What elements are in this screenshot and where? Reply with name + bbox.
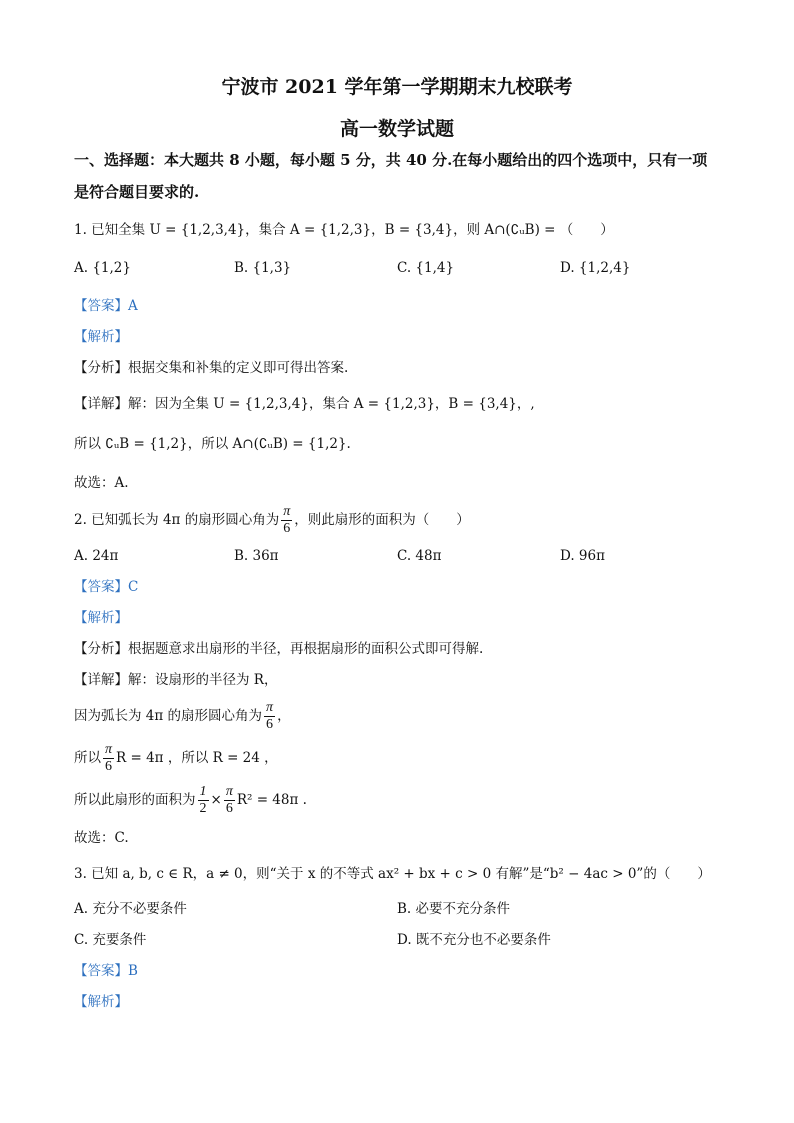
q2-detail-2-text: 因为弧长为 4π 的扇形圆心角为	[74, 708, 263, 724]
q2-answer	[74, 577, 138, 597]
exam-subtitle: 高一数学试题	[339, 118, 454, 140]
q2-choose: 故选：C.	[74, 830, 129, 846]
exam-title: 宁波市 2021 学年第一学期期末九校联考	[221, 76, 573, 98]
q1-option-c: C. {1,4}	[397, 260, 455, 276]
q2-stem	[74, 502, 470, 538]
frac-num: π	[225, 784, 233, 799]
q2-detail-3-fraction	[103, 742, 114, 775]
q1-answer-text: 【答案】A	[74, 298, 138, 314]
frac-den: 2	[199, 801, 207, 816]
q2-detail-2-fraction	[264, 700, 275, 733]
q2-detail-4-times: ×	[210, 792, 222, 808]
q1-detail-1: 【详解】解：因为全集 U = {1,2,3,4}，集合 A = {1,2,3}，B = {3,4}，,	[74, 396, 535, 412]
q3-answer-text: 【答案】B	[74, 963, 138, 979]
q1-choose: 故选：A.	[74, 475, 129, 491]
q2-detail-4-tail: R² = 48π .	[236, 792, 307, 808]
q2-detail-4-fraction	[224, 784, 235, 817]
q2-detail-3-tail: R = 4π ，所以 R = 24 ，	[116, 750, 278, 766]
frac-num: π	[105, 742, 113, 757]
q2-option-c: C. 48π	[397, 548, 442, 564]
q2-detail-2-tail: ，	[277, 708, 291, 724]
q1-fenxi: 【分析】根据交集和补集的定义即可得出答案.	[74, 360, 349, 376]
q3-option-b: B. 必要不充分条件	[397, 901, 511, 917]
q2-stem-part1: 2. 已知弧长为 4π 的扇形圆心角为	[74, 512, 280, 528]
frac-den: 6	[283, 521, 291, 536]
q1-answer	[74, 296, 138, 316]
q1-stem: 1. 已知全集 U = {1,2,3,4}，集合 A = {1,2,3}，B = {3,4}，则 A∩(∁ᵤB) = （ ）	[74, 222, 614, 238]
q2-detail-4-half	[198, 784, 209, 817]
q3-answer	[74, 961, 138, 981]
q1-detail-2: 所以 ∁ᵤB = {1,2}，所以 A∩(∁ᵤB) = {1,2}.	[74, 436, 351, 452]
q2-detail-2	[74, 698, 291, 734]
q3-option-a: A. 充分不必要条件	[74, 901, 187, 917]
q2-detail-3-text: 所以	[74, 750, 101, 766]
frac-num: 1	[199, 784, 207, 799]
q2-option-a: A. 24π	[74, 548, 119, 564]
section-heading-line2: 是符合题目要求的.	[74, 183, 200, 201]
section-heading-line1: 一、选择题：本大题共 8 小题，每小题 5 分，共 40 分.在每小题给出的四个选项中，只有一项	[74, 151, 708, 169]
q1-option-b: B. {1,3}	[234, 260, 292, 276]
frac-den: 6	[225, 801, 233, 816]
q2-option-b: B. 36π	[234, 548, 279, 564]
frac-num: π	[266, 700, 274, 715]
q3-option-c: C. 充要条件	[74, 932, 147, 948]
q3-analysis-tag: 【解析】	[74, 994, 128, 1010]
q2-stem-part2: ，则此扇形的面积为（ ）	[294, 512, 470, 528]
q1-analysis-tag: 【解析】	[74, 329, 128, 345]
q3-stem: 3. 已知 a, b, c ∈ R，a ≠ 0，则“关于 x 的不等式 ax² + bx + c > 0 有解”是“b² − 4ac > 0”的（ ）	[74, 866, 711, 882]
q3-option-d: D. 既不充分也不必要条件	[397, 932, 551, 948]
frac-den: 6	[105, 759, 112, 774]
q2-fenxi: 【分析】根据题意求出扇形的半径，再根据扇形的面积公式即可得解.	[74, 641, 484, 657]
frac-den: 6	[266, 717, 274, 732]
q2-detail-4	[74, 782, 307, 818]
q2-detail-4-text: 所以此扇形的面积为	[74, 792, 196, 808]
q1-option-a: A. {1,2}	[74, 260, 131, 276]
frac-num: π	[283, 504, 291, 519]
q2-option-d: D. 96π	[560, 548, 605, 564]
q2-stem-fraction	[281, 504, 292, 537]
q2-analysis-tag: 【解析】	[74, 610, 128, 626]
q1-option-d: D. {1,2,4}	[560, 260, 631, 276]
q2-detail-1: 【详解】解：设扇形的半径为 R，	[74, 672, 278, 688]
q2-detail-3	[74, 740, 278, 776]
q2-answer-text: 【答案】C	[74, 579, 139, 595]
